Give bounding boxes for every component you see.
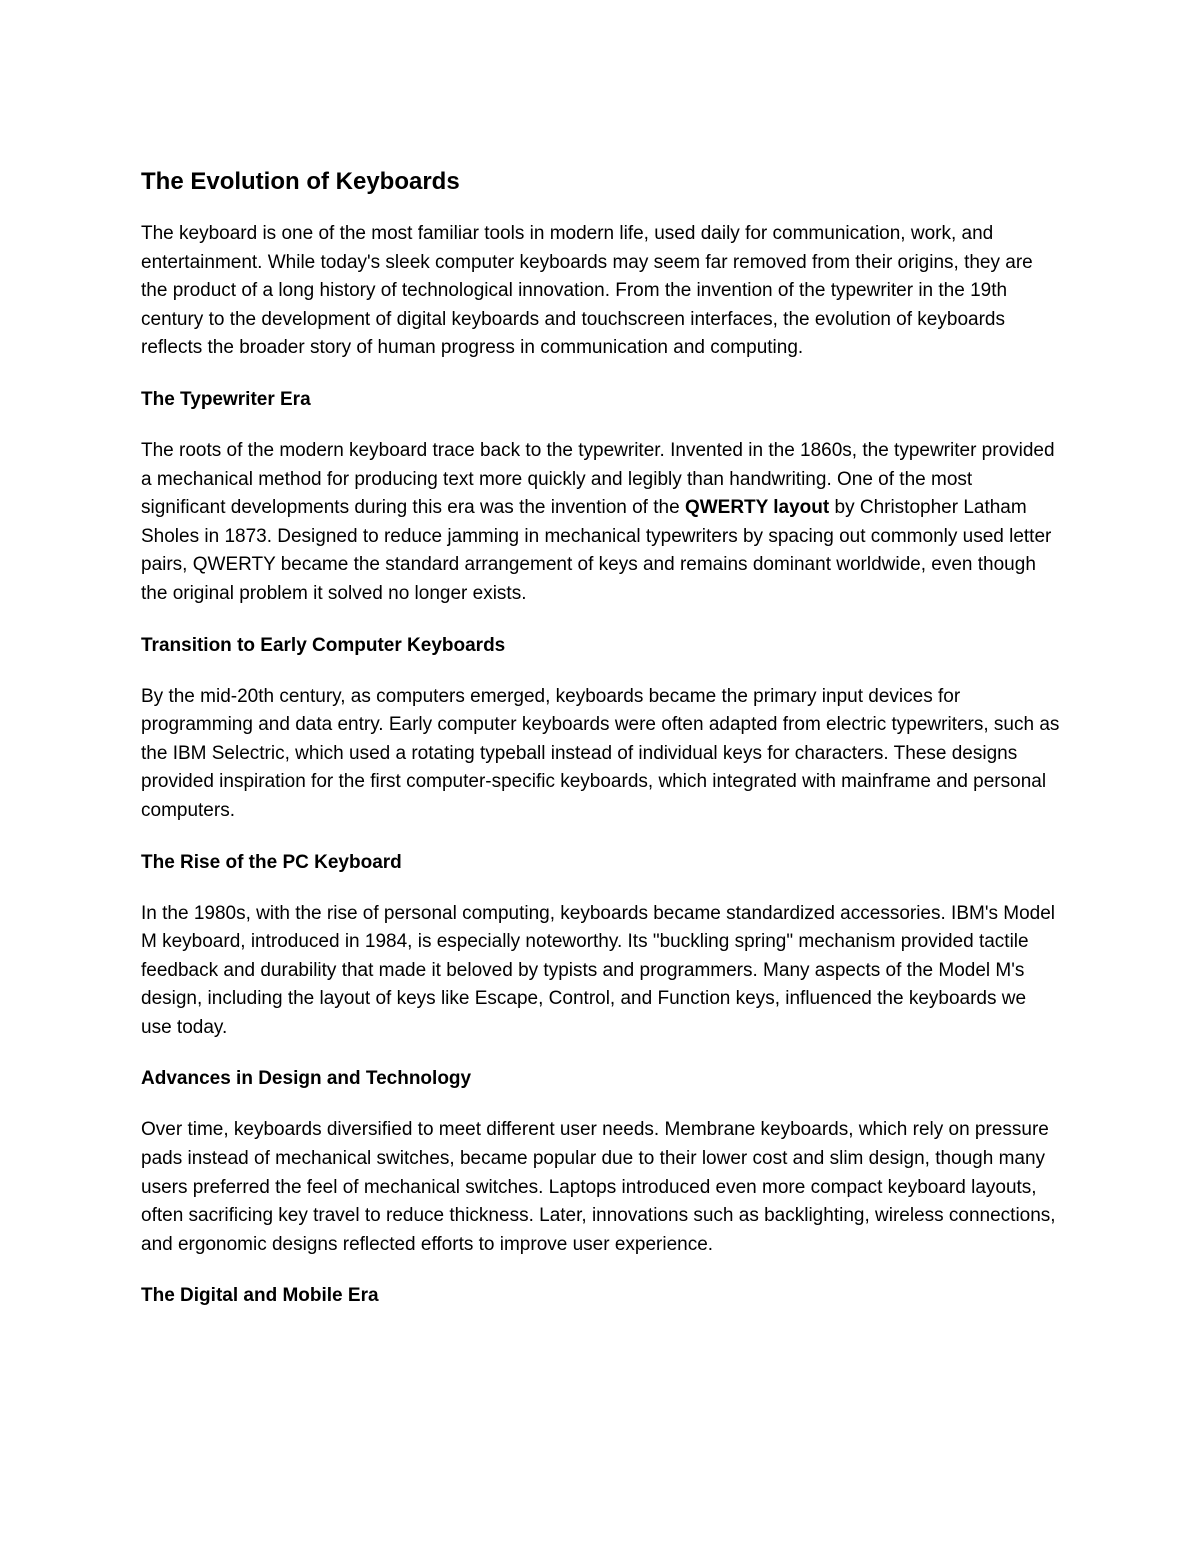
document-title: The Evolution of Keyboards [141, 168, 460, 195]
section-heading-design-technology: Advances in Design and Technology [141, 1068, 472, 1090]
section-body-design-technology: Over time, keyboards diversified to meet different user needs. Membrane keyboards, which rely on pressure pads instead of mechanical switches, became popular due to their lower cost and slim design, though many users preferred the feel of mechanical switches. Laptops introduced even more compact keyboard layouts, often sacrificing key travel to reduce thickness. Later, innovations such as backlighting, wireless connections, and ergonomic designs reflected efforts to improve user experience. [141, 1119, 1056, 1255]
body-text: The roots of the modern keyboard trace back to the typewriter. Invented in the 1860s, the typewriter provided a mechanical method for producing text more quickly and legibly than handwriting. One of the most significant developments during this era was the invention of the [141, 439, 1055, 519]
section-heading-digital-mobile-era: The Digital and Mobile Era [141, 1285, 379, 1307]
body-text: by Christopher Latham Sholes in 1873. Designed to reduce jamming in mechanical typewriters by spacing out commonly used letter pairs, QWERTY became the standard arrangement of keys and remains dominant worldwide, even though the original problem it solved no longer exists. [141, 497, 1052, 604]
intro-paragraph: The keyboard is one of the most familiar tools in modern life, used daily for communication, work, and entertainment. While today's sleek computer keyboards may seem far removed from their origins, they are the product of a long history of technological innovation. From the invention of the typewriter in the 19th century to the development of digital keyboards and touchscreen interfaces, the evolution of keyboards reflects the broader story of human progress in communication and computing. [141, 223, 1033, 359]
section-body-early-computer-keyboards: By the mid-20th century, as computers emerged, keyboards became the primary input devices for programming and data entry. Early computer keyboards were often adapted from electric typewriters, such as the IBM Selectric, which used a rotating typeball instead of individual keys for characters. These designs provided inspiration for the first computer-specific keyboards, which integrated with mainframe and personal computers. [141, 685, 1060, 821]
section-body-typewriter-era [141, 437, 1061, 609]
section-heading-early-computer-keyboards: Transition to Early Computer Keyboards [141, 634, 506, 656]
section-heading-typewriter-era: The Typewriter Era [141, 388, 311, 410]
section-body-pc-keyboard: In the 1980s, with the rise of personal computing, keyboards became standardized accessories. IBM's Model M keyboard, introduced in 1984, is especially noteworthy. Its "buckling spring" mechanism provided tactile feedback and durability that made it beloved by typists and programmers. Many aspects of the Model M's design, including the layout of keys like Escape, Control, and Function keys, influenced the keyboards we use today. [141, 902, 1055, 1038]
qwerty-layout-emphasis: QWERTY layout [684, 497, 830, 519]
section-heading-pc-keyboard: The Rise of the PC Keyboard [141, 851, 402, 873]
document-page [141, 166, 1061, 1333]
